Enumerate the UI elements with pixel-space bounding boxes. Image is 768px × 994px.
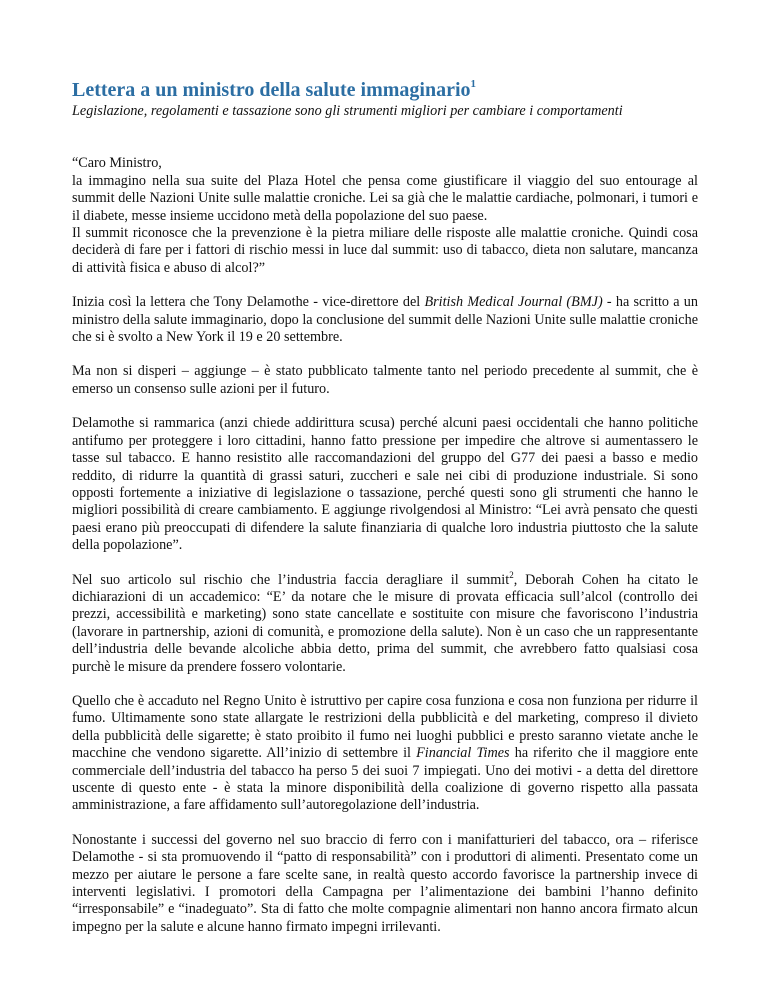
paragraph-consensus: Ma non si disperi – aggiunge – è stato pubblicato talmente tanto nel periodo precedente al summit, che è emerso un consenso sulle azioni per il futuro. [72, 363, 698, 397]
opening-quote [72, 155, 698, 277]
intro-text-start: Inizia così la lettera che Tony Delamothe - vice-direttore del [72, 294, 425, 311]
footnote-marker-2: 2 [509, 569, 514, 580]
paragraph-intro [72, 294, 698, 346]
article-title [72, 78, 698, 102]
intro-text-end: - ha scritto a un ministro della salute immaginario, dopo la conclusione del summit delle Nazioni Unite sulle malattie croniche che si è svolto a New York il 19 e 20 settembre. [72, 294, 698, 346]
cohen-text-end: , Deborah Cohen ha citato le dichiarazioni di un accademico: “E’ da notare che le misure di provata efficacia sull’alcol (controllo dei prezzi, accessibilità e marketing) sono state cancellate e sostituite con misure che favoriscono l’industria (lavorare in partnership, azioni di comunità, e promozione della salute). Non è un caso che un rappresentante dell’industria delle bevande alcoliche abbia detto, prima del summit, che avrebbero fatto qualsiasi cosa purchè le misure da prendere fossero volontarie. [72, 571, 698, 675]
quote-line-1: la immagino nella sua suite del Plaza Hotel che pensa come giustificare il viaggio del suo entourage al summit delle Nazioni Unite sulle malattie croniche. Lei sa già che le malattie cardiache, polmonari, i tumori e il diabete, messe insieme uccidono metà della popolazione del suo paese. [72, 172, 698, 224]
article-title-text: Lettera a un ministro della salute immaginario [72, 79, 471, 101]
paragraph-cohen [72, 569, 698, 676]
newspaper-name: Financial Times [416, 745, 510, 762]
cohen-text-start: Nel suo articolo sul rischio che l’industria faccia deragliare il summit [72, 571, 510, 588]
document-page [72, 78, 698, 953]
title-footnote-marker: 1 [470, 78, 476, 90]
paragraph-western-countries: Delamothe si rammarica (anzi chiede addirittura scusa) perché alcuni paesi occidentali che hanno politiche antifumo per proteggere i loro cittadini, hanno fatto pressione per impedire che altrove si aumentassero le tasse sul tabacco. E hanno resistito alle raccomandazioni del gruppo del G77 dei paesi a basso e medio reddito, di ridurre la quantità di grassi saturi, zuccheri e sale nei cibi di produzione industriale. Si sono opposti fortemente a iniziative di legislazione o tassazione, perché questi sono gli strumenti che hanno le migliori possibilità di creare cambiamento. E aggiunge rivolgendosi al Ministro: “Lei avrà pensato che questi paesi erano più preoccupati di difendere la salute finanziaria di qualche loro industria piuttosto che la salute della popolazione”. [72, 415, 698, 554]
uk-text-start: Quello che è accaduto nel Regno Unito è istruttivo per capire cosa funziona e cosa non funziona per ridurre il fumo. Ultimamente sono state allargate le restrizioni della pubblicità e del marketing, compreso il divieto della pubblicità delle sigarette; è stato proibito il fumo nei luoghi pubblici e presto saranno vietate anche le macchine che vendono sigarette. All’inizio di settembre il [72, 692, 698, 762]
quote-salutation: “Caro Ministro, [72, 155, 162, 172]
paragraph-responsibility-deal: Nonostante i successi del governo nel suo braccio di ferro con i manifatturieri del tabacco, ora – riferisce Delamothe - si sta promuovendo il “patto di responsabilità” con i produttori di alimenti. Presentato come un mezzo per aiutare le persone a fare scelte sane, in realtà questo accordo favorisce la partnership invece di interventi legislativi. I promotori della Campagna per l’alimentazione dei bambini l’hanno definito “irresponsabile” e “inadeguato”. Sta di fatto che molte compagnie alimentari non hanno ancora firmato alcun impegno per la salute e alcune hanno firmato impegni irrilevanti. [72, 831, 698, 935]
article-subtitle: Legislazione, regolamenti e tassazione sono gli strumenti migliori per cambiare i comportamenti [72, 103, 623, 119]
quote-line-2: Il summit riconosce che la prevenzione è la pietra miliare delle risposte alle malattie croniche. Quindi cosa deciderà di fare per i fattori di rischio messi in luce dal summit: uso di tabacco, dieta non salutare, mancanza di attività fisica e abuso di alcol?” [72, 225, 698, 276]
paragraph-uk [72, 693, 698, 815]
uk-text-end: ha riferito che il maggiore ente commerciale dell’industria del tabacco ha perso 5 dei suoi 7 impiegati. Uno dei motivi - a detta del direttore uscente di questo ente - è stata la minore disponibilità della coalizione di governo rispetto alla passata amministrazione, a fare affidamento sull’autoregolazione dell’industria. [72, 745, 699, 814]
journal-name: British Medical Journal (BMJ) [424, 294, 603, 311]
